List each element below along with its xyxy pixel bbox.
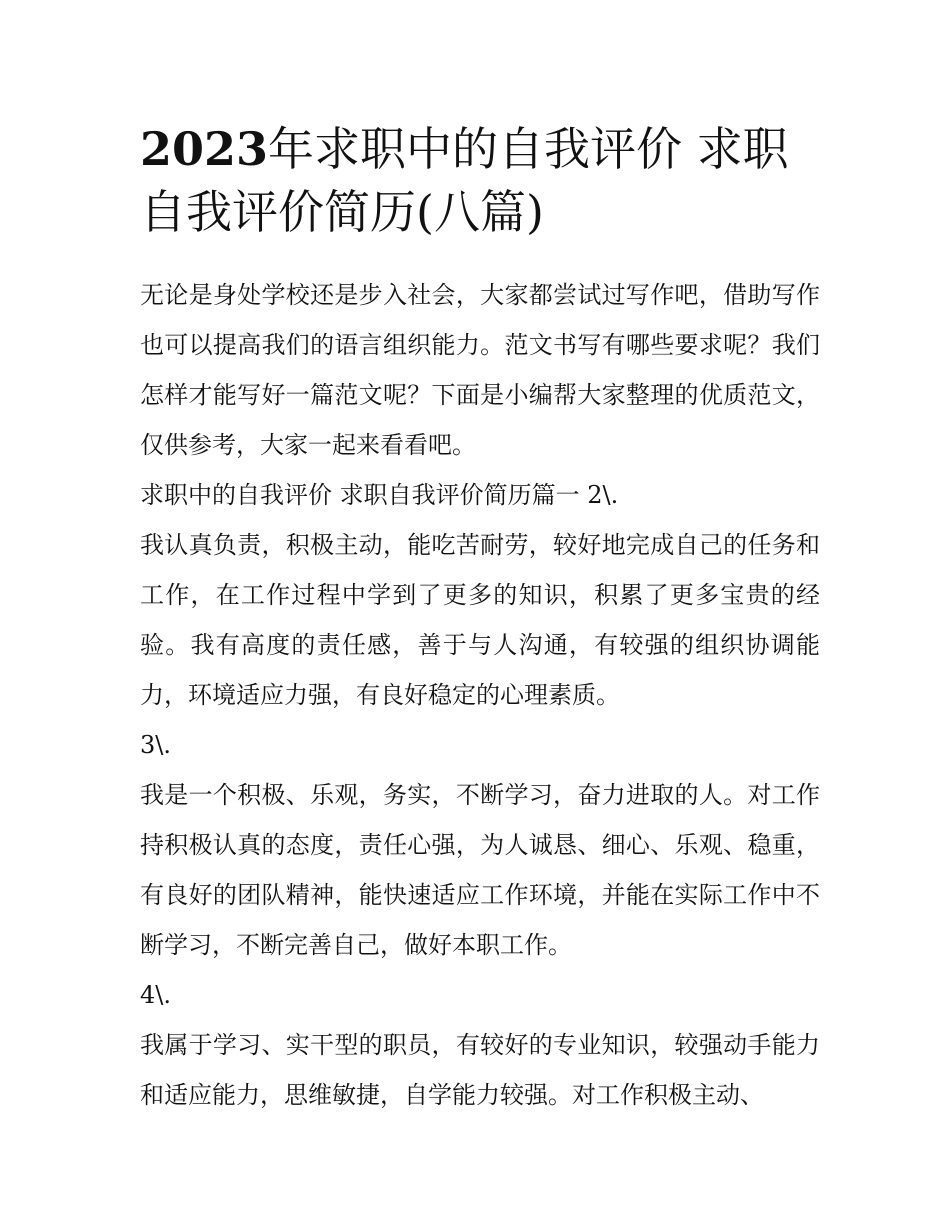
paragraph-3: 我是一个积极、乐观，务实，不断学习，奋力进取的人。对工作持积极认真的态度，责任心强，为人诚恳、细心、乐观、稳重，有良好的团队精神，能快速适应工作环境，并能在实际工作中不断学习，不断完善自己，做好本职工作。 bbox=[140, 781, 820, 959]
document-page bbox=[140, 118, 820, 1120]
paragraph-2: 我认真负责，积极主动，能吃苦耐劳，较好地完成自己的任务和工作，在工作过程中学到了更多的知识，积累了更多宝贵的经验。我有高度的责任感，善于与人沟通，有较强的组织协调能力，环境适应力强，有良好稳定的心理素质。 bbox=[140, 531, 820, 709]
section-heading: 求职中的自我评价 求职自我评价简历篇一 2\. bbox=[140, 481, 619, 509]
title-year: 2023 bbox=[140, 122, 269, 176]
document-title bbox=[140, 118, 820, 244]
item-number-3: 3\. bbox=[140, 731, 171, 759]
paragraph-4: 我属于学习、实干型的职员，有较好的专业知识，较强动手能力和适应能力，思维敏捷，自学能力较强。对工作积极主动、 bbox=[140, 1031, 820, 1109]
intro-paragraph: 无论是身处学校还是步入社会，大家都尝试过写作吧，借助写作也可以提高我们的语言组织能力。范文书写有哪些要求呢？我们怎样才能写好一篇范文呢？下面是小编帮大家整理的优质范文，仅供参考，大家一起来看看吧。 bbox=[140, 281, 820, 459]
title-text: 年求职中的自我评价 求职自我评价简历(八篇) bbox=[140, 122, 789, 239]
item-number-4: 4\. bbox=[140, 981, 171, 1009]
